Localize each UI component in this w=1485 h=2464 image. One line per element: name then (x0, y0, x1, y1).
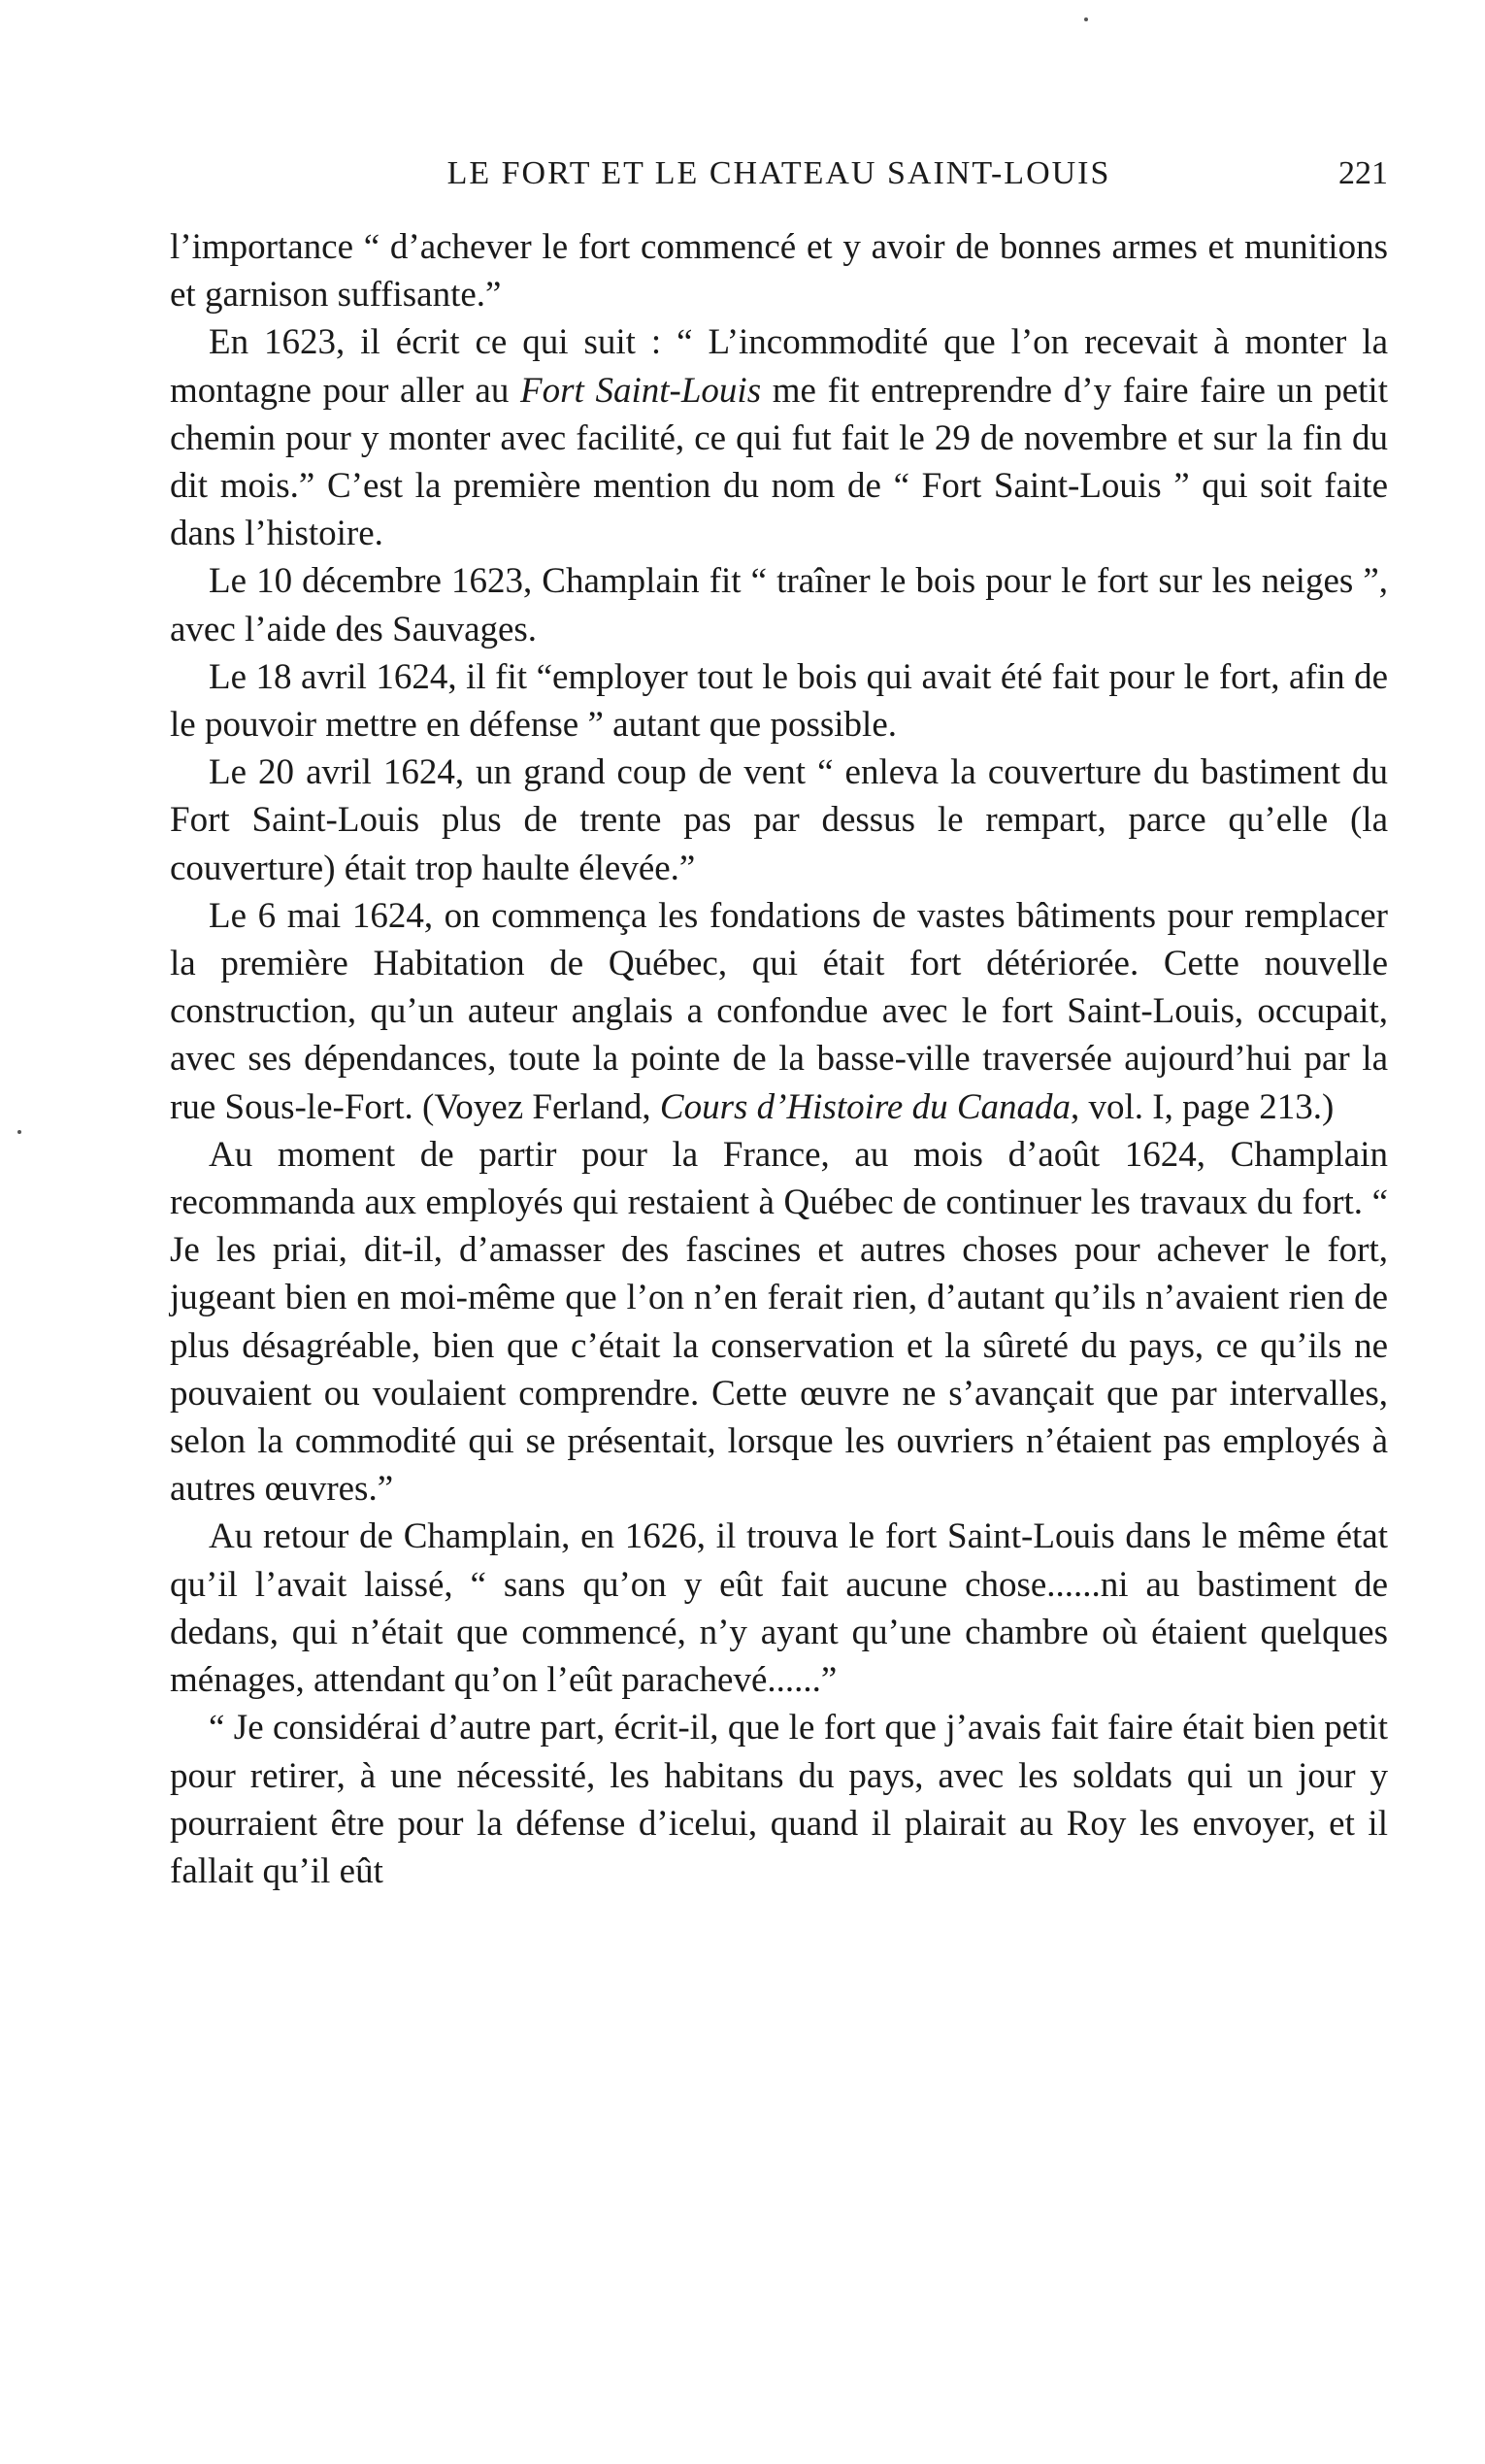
running-title: LE FORT ET LE CHATEAU SAINT-LOUIS (446, 155, 1111, 191)
text-segment: Le 10 décembre 1623, Champlain fit “ traîner le bois pour le fort sur les neiges ”, avec l’aide des Sauvages. (170, 561, 1388, 649)
text-segment: En 1623, il écrit ce qui suit : “ L’incommodité que l’on recevait à monter la montagne pour aller au (170, 322, 1388, 411)
text-segment: Le 6 mai 1624, on commença les fondations de vastes bâtiments pour remplacer la première Habitation de Québec, qui était fort détériorée. Cette nouvelle construction, qu’un auteur anglais a confondue avec le fort Saint-Louis, occupait, avec ses dépendances, toute la pointe de la basse-ville traversée aujourd’hui par la rue Sous-le-Fort. (Voyez Ferland, (170, 895, 1388, 1127)
paragraph (170, 223, 1388, 318)
text-segment: Au retour de Champlain, en 1626, il trouva le fort Saint-Louis dans le même état qu’il l’avait laissé, “ sans qu’on y eût fait aucune chose......ni au bastiment de dedans, qui n’était que commencé, n’y ayant qu’une chambre où étaient quelques ménages, attendant qu’on l’eût parachevé......” (170, 1516, 1388, 1701)
running-head (170, 155, 1388, 214)
scan-speck (1084, 17, 1088, 21)
text-segment: Le 18 avril 1624, il fit “employer tout le bois qui avait été fait pour le fort, afin de le pouvoir mettre en défense ” autant que possible. (170, 656, 1388, 746)
text-segment: me fit entreprendre d’y faire faire un petit chemin pour y monter avec facilité, ce qui fut fait le 29 de novembre et sur la fin du dit mois.” C’est la première mention du nom de “ Fort Saint-Louis ” qui soit faite dans l’histoire. (170, 370, 1388, 554)
paragraph (170, 318, 1388, 557)
text-segment: l’importance “ d’achever le fort commencé et y avoir de bonnes armes et munitions et garnison suffisante.” (170, 227, 1388, 316)
text-segment: Le 20 avril 1624, un grand coup de vent “ enleva la couverture du bastiment du Fort Saint-Louis plus de trente pas par dessus le rempart, parce qu’elle (la couverture) était trop haulte élevée.” (170, 752, 1388, 888)
paragraph (170, 653, 1388, 749)
paragraph (170, 1131, 1388, 1514)
italic-text: Cours d’Histoire du Canada (659, 1086, 1072, 1127)
text-segment: , vol. I, page 213.) (1071, 1086, 1335, 1127)
paragraph (170, 892, 1388, 1131)
text-segment: “ Je considérai d’autre part, écrit-il, que le fort que j’avais fait faire était bien petit pour retirer, à une nécessité, les habitans du pays, avec les soldats qui un jour y pourraient être pour la défense d’icelui, quand il plairait au Roy les envoyer, et il fallait qu’il eût (170, 1708, 1388, 1891)
scan-speck (17, 1130, 21, 1134)
body-text (170, 223, 1388, 1895)
italic-text: Fort Saint-Louis (520, 370, 762, 411)
paragraph (170, 1704, 1388, 1895)
paragraph (170, 1513, 1388, 1704)
paragraph (170, 749, 1388, 892)
page-number: 221 (1338, 155, 1388, 191)
book-page (170, 155, 1388, 1895)
text-segment: Au moment de partir pour la France, au mois d’août 1624, Champlain recommanda aux employés qui restaient à Québec de continuer les travaux du fort. “ Je les priai, dit-il, d’amasser des fascines et autres choses pour achever le fort, jugeant bien en moi-même que l’on n’en ferait rien, d’autant qu’ils n’avaient rien de plus désagréable, bien que c’était la conservation et la sûreté du pays, ce qu’ils ne pouvaient ou voulaient comprendre. Cette œuvre ne s’avançait que par intervalles, selon la commodité qui se présentait, lorsque les ouvriers n’étaient pas employés à autres œuvres.” (170, 1134, 1388, 1510)
paragraph (170, 557, 1388, 652)
